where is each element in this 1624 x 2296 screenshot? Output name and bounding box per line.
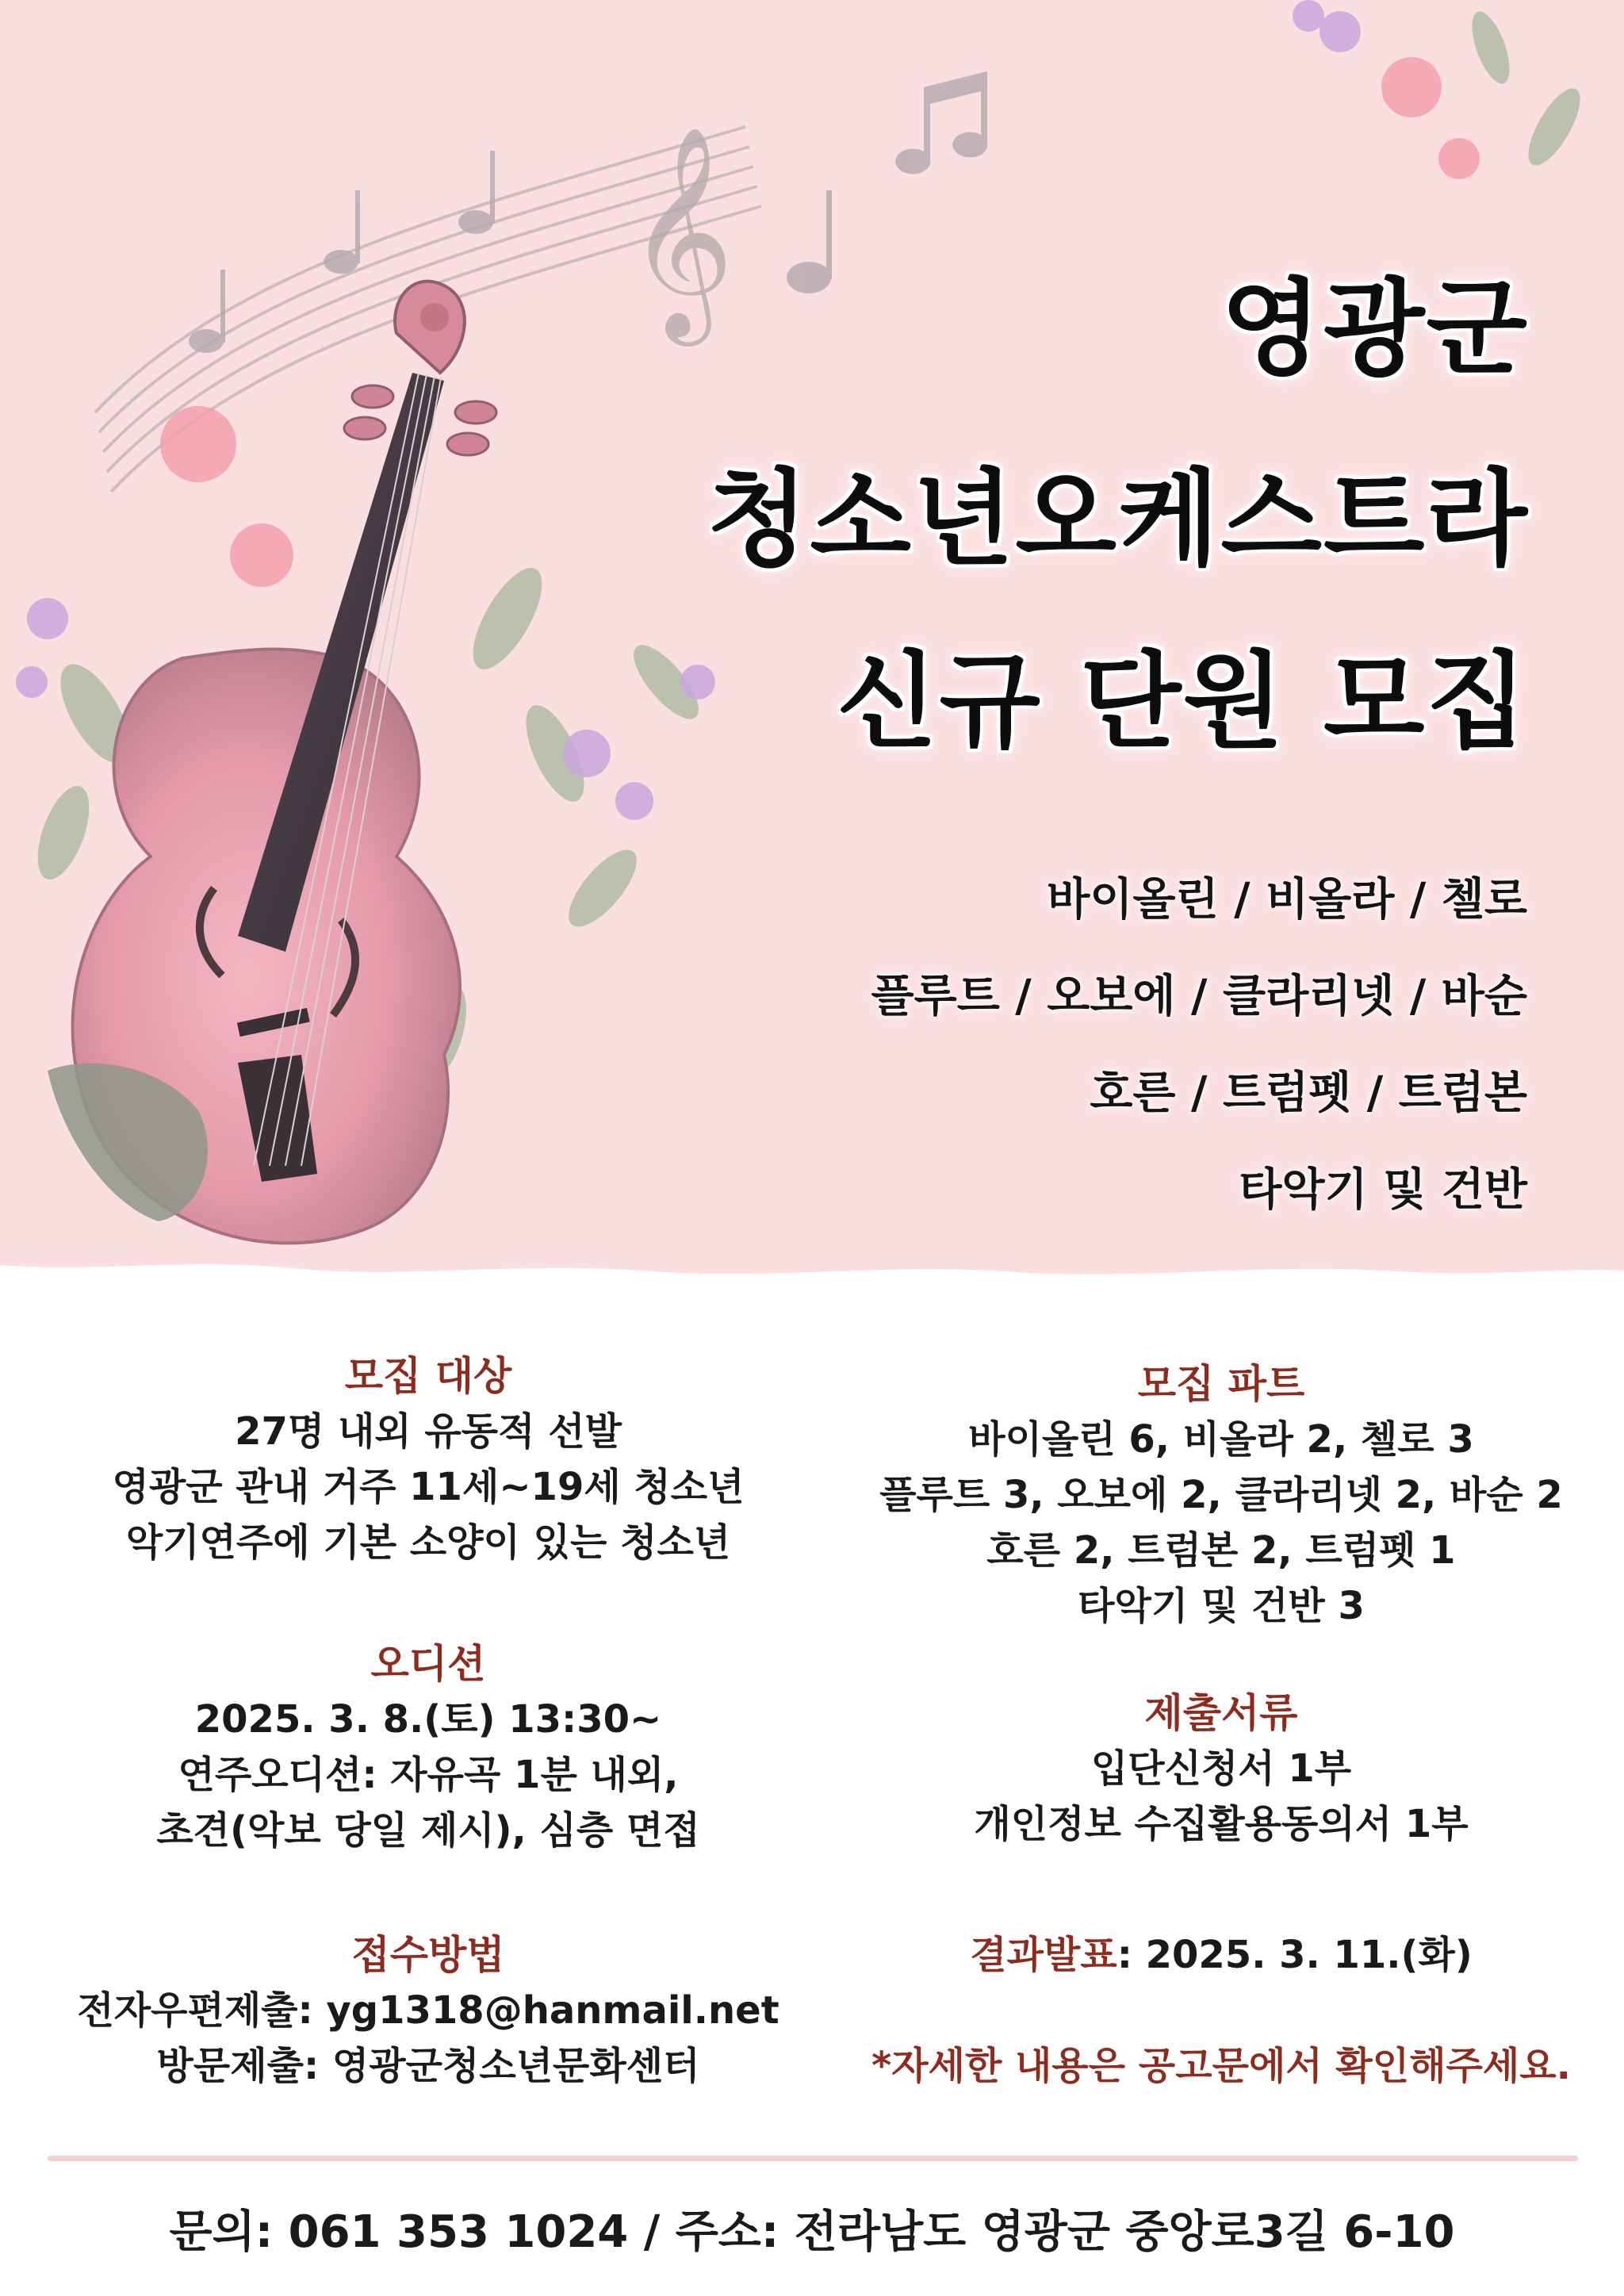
recruit-parts-section [841, 1356, 1602, 1634]
recruit-parts-line: 바이올린 6, 비올라 2, 첼로 3 [968, 1417, 1474, 1462]
documents-line: 개인정보 수집활용동의서 1부 [974, 1802, 1469, 1846]
recruit-parts-line: 호른 2, 트럼본 2, 트럼펫 1 [986, 1528, 1456, 1573]
application-section [48, 1927, 809, 2094]
recruit-target-line: 27명 내외 유동적 선발 [235, 1409, 622, 1454]
parts-summary-strings: 바이올린 / 비올라 / 첼로 [1047, 874, 1527, 926]
recruit-target-line: 영광군 관내 거주 11세~19세 청소년 [112, 1465, 745, 1509]
contact-footer: 문의: 061 353 1024 / 주소: 전라남도 영광군 중앙로3길 6-10 [169, 2206, 1455, 2258]
application-heading: 접수방법 [351, 1932, 505, 1978]
title-line-3: 신규 단원 모집 [837, 641, 1529, 763]
recruit-parts-line: 플루트 3, 오보에 2, 클라리넷 2, 바순 2 [879, 1473, 1563, 1517]
title-line-1: 영광군 [1220, 268, 1529, 390]
result-value: : 2025. 3. 11.(화) [1116, 1933, 1473, 1977]
recruit-target-line: 악기연주에 기본 소양이 있는 청소년 [125, 1520, 731, 1565]
title-line-2: 청소년오케스트라 [707, 458, 1529, 581]
svg-text:𝄞: 𝄞 [626, 125, 734, 337]
result-label: 결과발표 [970, 1933, 1117, 1977]
documents-section [841, 1685, 1602, 1852]
recruit-target-section [48, 1348, 809, 1570]
parts-summary-woodwinds: 플루트 / 오보에 / 클라리넷 / 바순 [871, 971, 1527, 1022]
audition-section [48, 1636, 809, 1858]
footer-divider [48, 2156, 1578, 2161]
recruit-parts-heading: 모집 파트 [1137, 1361, 1305, 1407]
parts-summary-brass: 호른 / 트럼펫 / 트럼본 [1090, 1068, 1527, 1119]
documents-heading: 제출서류 [1144, 1690, 1298, 1736]
result-section [841, 1927, 1602, 1983]
recruit-target-heading: 모집 대상 [344, 1353, 512, 1399]
application-line: 전자우편제출: yg1318@hanmail.net [77, 1988, 779, 2033]
audition-line: 연주오디션: 자유곡 1분 내외, [178, 1753, 679, 1797]
parts-summary-percussion: 타악기 및 건반 [1239, 1164, 1527, 1216]
application-line: 방문제출: 영광군청소년문화센터 [156, 2044, 700, 2088]
documents-line: 입단신청서 1부 [1090, 1746, 1352, 1791]
notice-text: *자세한 내용은 공고문에서 확인해주세요. [871, 2044, 1571, 2088]
audition-line: 초견(악보 당일 제시), 심층 면접 [156, 1808, 700, 1853]
recruit-parts-line: 타악기 및 건반 3 [1078, 1584, 1365, 1628]
audition-line: 2025. 3. 8.(토) 13:30~ [194, 1697, 662, 1742]
audition-heading: 오디션 [370, 1641, 486, 1687]
